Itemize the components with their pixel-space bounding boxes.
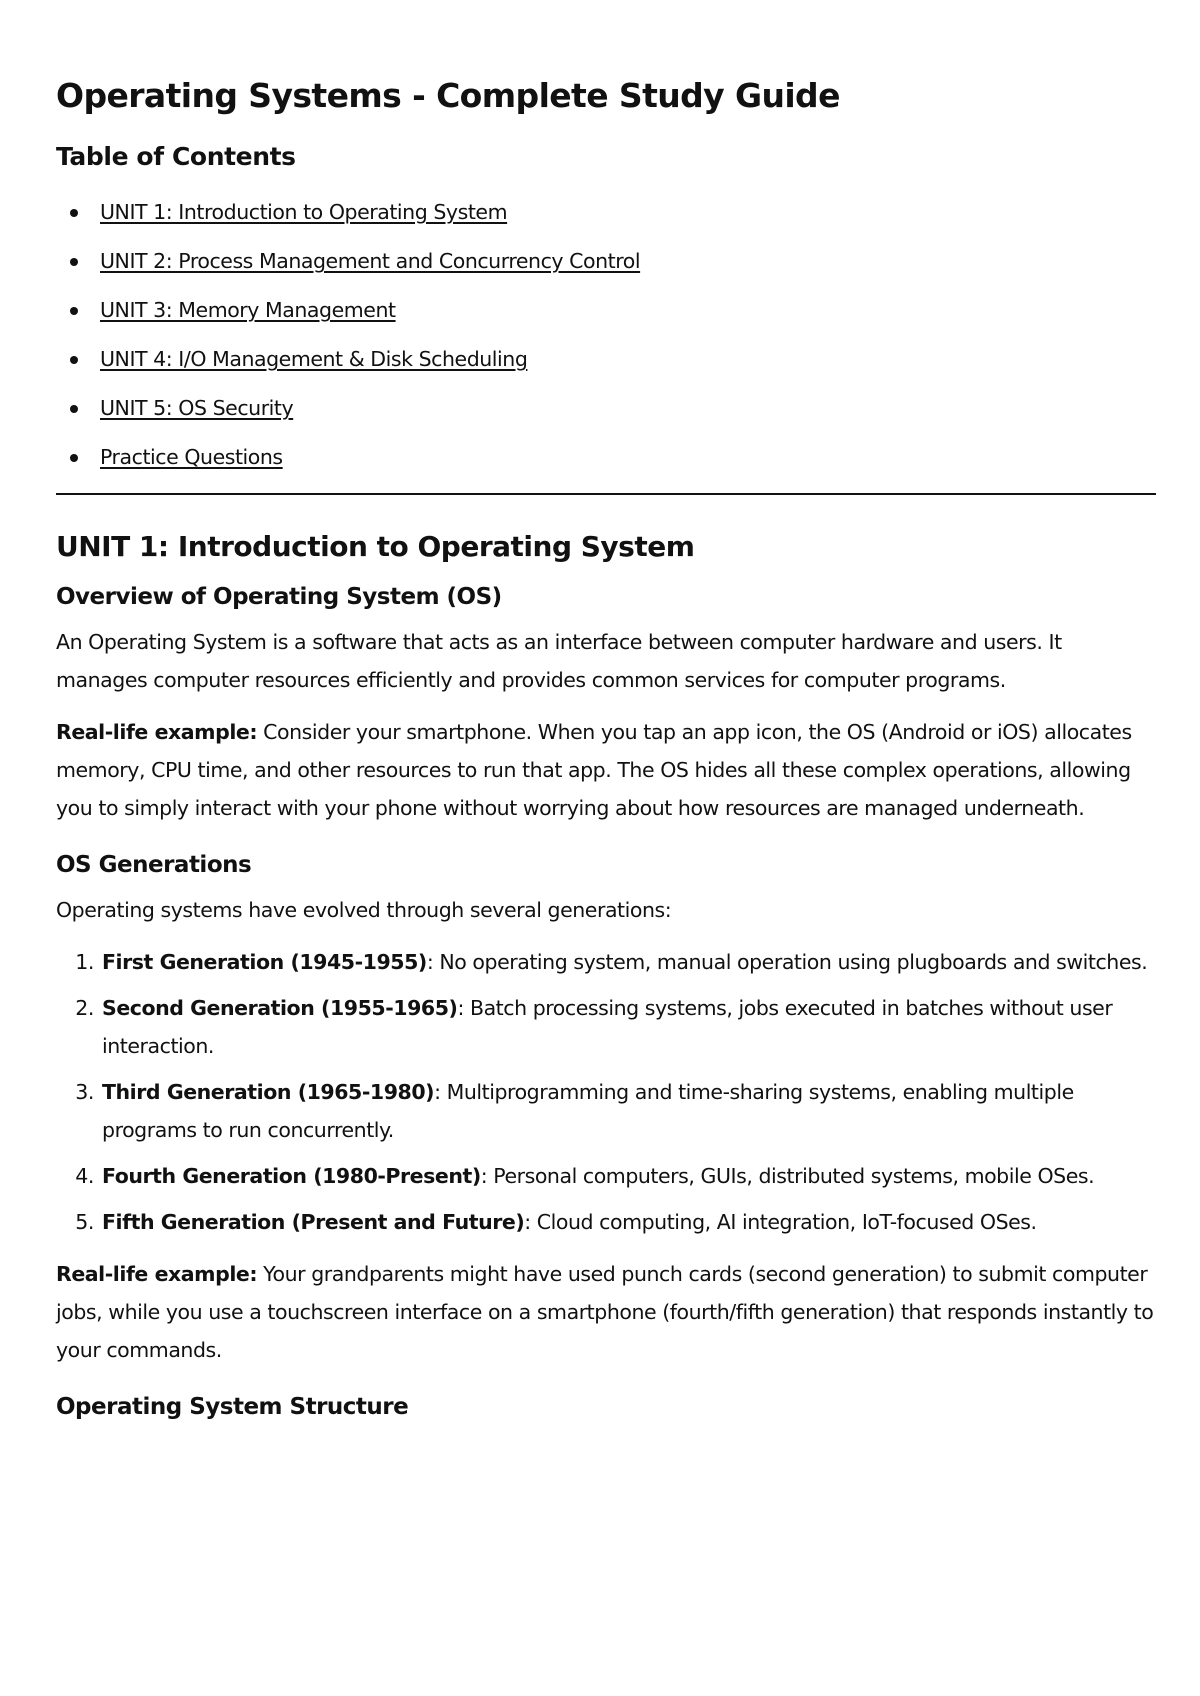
structure-heading: Operating System Structure <box>56 1394 409 1420</box>
toc-item <box>70 286 1156 335</box>
toc-link-practice-questions[interactable]: Practice Questions <box>100 445 283 469</box>
generation-label: Third Generation (1965-1980) <box>102 1080 435 1104</box>
generation-text: : No operating system, manual operation using plugboards and switches. <box>426 950 1148 974</box>
example-label: Real-life example: <box>56 720 258 744</box>
generation-text: : Personal computers, GUIs, distributed systems, mobile OSes. <box>480 1164 1095 1188</box>
overview-heading: Overview of Operating System (OS) <box>56 584 502 610</box>
generation-text: : Cloud computing, AI integration, IoT-focused OSes. <box>524 1210 1037 1234</box>
generation-label: Second Generation (1955-1965) <box>102 996 458 1020</box>
generation-label: Fifth Generation (Present and Future) <box>102 1210 525 1234</box>
toc-heading: Table of Contents <box>56 142 296 171</box>
list-item <box>100 989 1156 1065</box>
generations-example <box>56 1255 1156 1369</box>
list-item <box>100 1157 1156 1195</box>
list-item <box>100 1203 1156 1241</box>
generations-intro: Operating systems have evolved through several generations: <box>56 898 672 922</box>
example-label: Real-life example: <box>56 1262 258 1286</box>
list-item <box>100 943 1156 981</box>
section-divider <box>56 493 1156 495</box>
list-item <box>100 1073 1156 1149</box>
toc-item <box>70 237 1156 286</box>
example-text: Your grandparents might have used punch cards (second generation) to submit computer jobs, while you use a touchscreen interface on a smartphone (fourth/fifth generation) that responds instantly to your commands. <box>56 1262 1154 1362</box>
generation-label: First Generation (1945-1955) <box>102 950 427 974</box>
overview-paragraph: An Operating System is a software that acts as an interface between computer hardware and users. It manages computer resources efficiently and provides common services for computer programs. <box>56 630 1062 692</box>
toc-item <box>70 335 1156 384</box>
generation-text: : Multiprogramming and time-sharing systems, enabling multiple programs to run concurrently. <box>102 1080 1074 1142</box>
table-of-contents <box>56 188 1156 482</box>
unit-1-heading: UNIT 1: Introduction to Operating System <box>56 530 695 563</box>
example-text: Consider your smartphone. When you tap an app icon, the OS (Android or iOS) allocates memory, CPU time, and other resources to run that app. The OS hides all these complex operations, allowing you to simply interact with your phone without worrying about how resources are managed underneath. <box>56 720 1132 820</box>
generations-heading: OS Generations <box>56 852 252 878</box>
generations-list <box>56 943 1156 1241</box>
toc-link-unit-5[interactable]: UNIT 5: OS Security <box>100 396 294 420</box>
overview-example <box>56 713 1156 827</box>
generation-text: : Batch processing systems, jobs executed in batches without user interaction. <box>102 996 1113 1058</box>
toc-link-unit-2[interactable]: UNIT 2: Process Management and Concurrency Control <box>100 249 641 273</box>
toc-link-unit-4[interactable]: UNIT 4: I/O Management & Disk Scheduling <box>100 347 528 371</box>
generation-label: Fourth Generation (1980-Present) <box>102 1164 481 1188</box>
document-title: Operating Systems - Complete Study Guide <box>56 76 840 115</box>
toc-item <box>70 188 1156 237</box>
toc-item <box>70 384 1156 433</box>
toc-link-unit-1[interactable]: UNIT 1: Introduction to Operating System <box>100 200 508 224</box>
toc-item <box>70 433 1156 482</box>
toc-link-unit-3[interactable]: UNIT 3: Memory Management <box>100 298 396 322</box>
